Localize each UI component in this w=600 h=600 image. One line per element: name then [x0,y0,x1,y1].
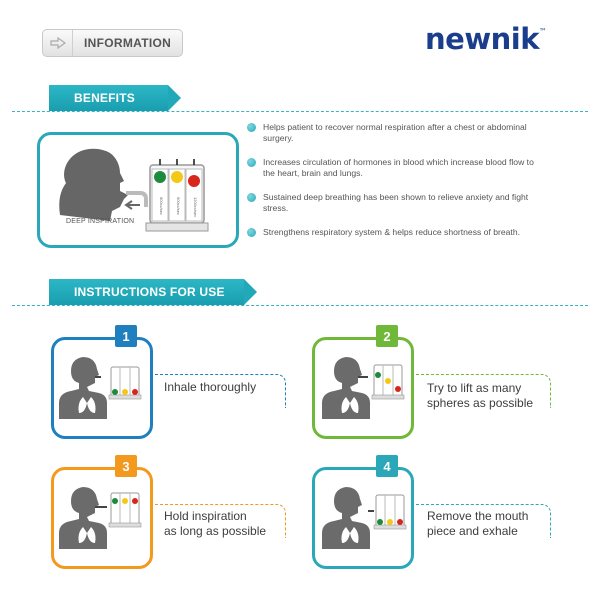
step-caption: Remove the mouth piece and exhale [427,509,529,538]
chamber-label: 900cc/sec [176,197,181,216]
deep-inspiration-illustration [37,132,239,248]
bullet-icon [247,123,256,132]
bullet-icon [247,228,256,237]
step-card-2 [312,328,414,439]
step-caption: Try to lift as many spheres as possible [427,381,534,410]
list-item: Sustained deep breathing has been shown to relieve anxiety and fight stress. [247,192,547,214]
step-card-4 [312,458,414,569]
step-number: 4 [376,455,398,477]
bullet-icon [247,158,256,167]
list-item: Increases circulation of hormones in blood which increase blood flow to the heart, brain and lungs. [247,157,547,179]
step-card-3 [51,458,153,569]
instructions-banner: INSTRUCTIONS FOR USE [49,279,244,305]
person-spirometer-icon [312,337,414,439]
step-number: 1 [115,325,137,347]
step-number: 2 [376,325,398,347]
step-card-1 [51,328,153,439]
bullet-icon [247,193,256,202]
step-number: 3 [115,455,137,477]
arrow-right-icon [43,30,73,56]
chamber-label: 1200cc/sec [193,197,198,218]
step-caption: Inhale thoroughly [164,380,257,394]
chamber-label: 600cc/sec [159,197,164,216]
person-spirometer-icon [51,337,153,439]
person-spirometer-icon [312,467,414,569]
information-label: INFORMATION [84,36,172,50]
divider [12,305,588,306]
illustration-caption: DEEP INSPIRATION [66,218,135,225]
person-spirometer-icon [51,467,153,569]
benefits-banner: BENEFITS [49,85,168,111]
list-item: Strengthens respiratory system & helps reduce shortness of breath. [247,227,547,238]
brand-logo: newnik™ [425,22,547,56]
list-item: Helps patient to recover normal respiration after a chest or abdominal surgery. [247,122,547,144]
benefits-list [247,122,547,251]
divider [12,111,588,112]
step-caption: Hold inspiration as long as possible [164,509,267,538]
information-button[interactable] [42,29,183,57]
